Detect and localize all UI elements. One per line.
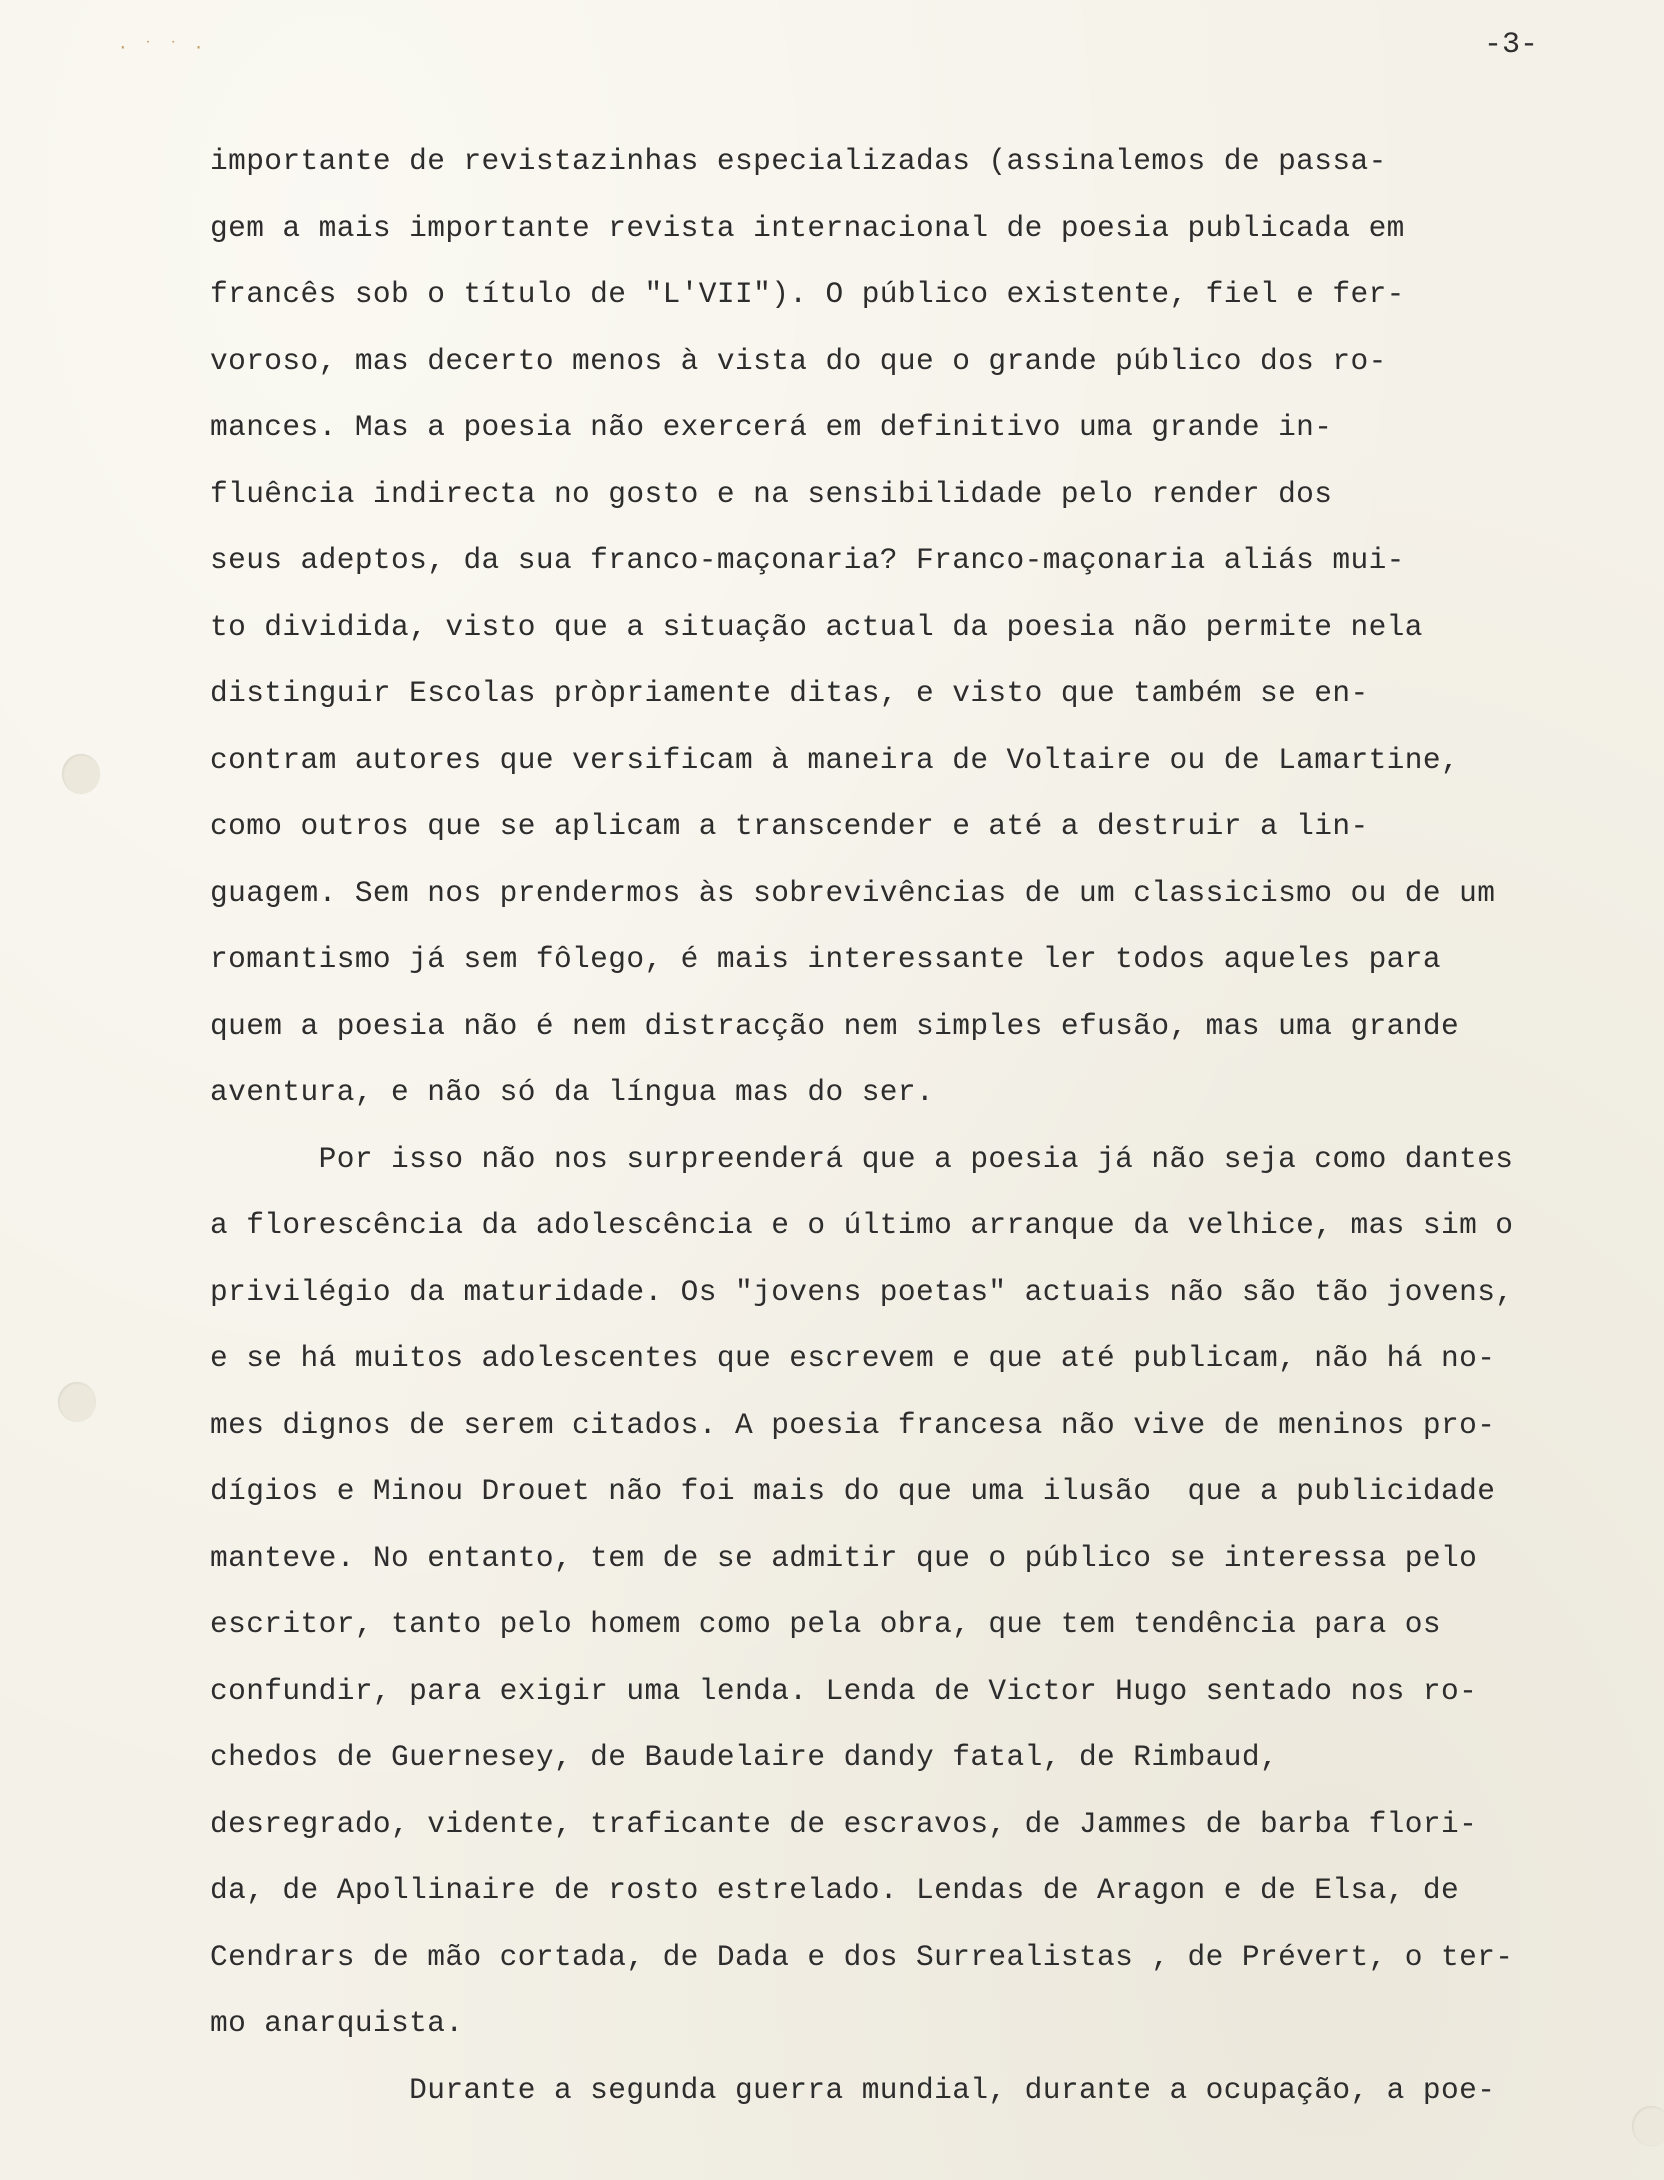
text-line: escritor, tanto pelo homem como pela obra, que tem tendência para os (210, 1607, 1441, 1641)
text-line: voroso, mas decerto menos à vista do que o grande público dos ro- (210, 343, 1387, 378)
page-number: -3- (1484, 28, 1539, 62)
text-line: manteve. No entanto, tem de se admitir que o público se interessa pelo (210, 1540, 1478, 1575)
text-line: dígios e Minou Drouet não foi mais do que uma ilusão que a publicidade (210, 1474, 1496, 1508)
punch-hole-bottom (58, 1382, 96, 1422)
text-line: da, de Apollinaire de rosto estrelado. Lendas de Aragon e de Elsa, de (210, 1873, 1460, 1907)
text-line: distinguir Escolas pròpriamente ditas, e visto que também se en- (210, 676, 1369, 710)
text-line: quem a poesia não é nem distracção nem simples efusão, mas uma grande (210, 1008, 1460, 1043)
text-line: confundir, para exigir uma lenda. Lenda de Victor Hugo sentado nos ro- (210, 1673, 1478, 1708)
text-line: a florescência da adolescência e o último arranque da velhice, mas sim o (210, 1208, 1514, 1242)
text-line: desregrado, vidente, traficante de escravos, de Jammes de barba flori- (210, 1806, 1478, 1841)
text-line: to dividida, visto que a situação actual da poesia não permite nela (210, 609, 1423, 644)
text-line: mes dignos de serem citados. A poesia francesa não vive de meninos pro- (210, 1407, 1496, 1442)
text-line: francês sob o título de "L'VII"). O público existente, fiel e fer- (210, 277, 1405, 311)
punch-hole-right (1632, 2106, 1664, 2146)
text-line: seus adeptos, da sua franco-maçonaria? Franco-maçonaria aliás mui- (210, 543, 1405, 577)
text-line: e se há muitos adolescentes que escrevem e que até publicam, não há no- (210, 1341, 1496, 1375)
punch-hole-top (62, 754, 100, 794)
typewritten-body (210, 128, 1513, 2123)
corner-stain-marks: · ˙ ˙ · (118, 38, 207, 57)
text-line: aventura, e não só da língua mas do ser. (210, 1075, 935, 1109)
text-line: contram autores que versificam à maneira de Voltaire ou de Lamartine, (210, 742, 1460, 777)
text-line: guagem. Sem nos prendermos às sobrevivências de um classicismo ou de um (210, 875, 1496, 910)
text-line: romantismo já sem fôlego, é mais interessante ler todos aqueles para (210, 942, 1441, 976)
text-line: chedos de Guernesey, de Baudelaire dandy fatal, de Rimbaud, (210, 1740, 1279, 1774)
text-line: Durante a segunda guerra mundial, durante a ocupação, a poe- (210, 2072, 1496, 2107)
text-line: mo anarquista. (210, 2006, 464, 2040)
text-line: Cendrars de mão cortada, de Dada e dos Surrealistas , de Prévert, o ter- (210, 1939, 1514, 1974)
text-line: como outros que se aplicam a transcender e até a destruir a lin- (210, 809, 1369, 843)
text-line: Por isso não nos surpreenderá que a poesia já não seja como dantes (210, 1141, 1514, 1176)
text-line: privilégio da maturidade. Os "jovens poetas" actuais não são tão jovens, (210, 1274, 1514, 1309)
text-line: importante de revistazinhas especializadas (assinalemos de passa- (210, 144, 1387, 178)
text-line: gem a mais importante revista internacional de poesia publicada em (210, 210, 1405, 245)
text-line: fluência indirecta no gosto e na sensibilidade pelo render dos (210, 476, 1333, 511)
text-line: mances. Mas a poesia não exercerá em definitivo uma grande in- (210, 410, 1333, 444)
